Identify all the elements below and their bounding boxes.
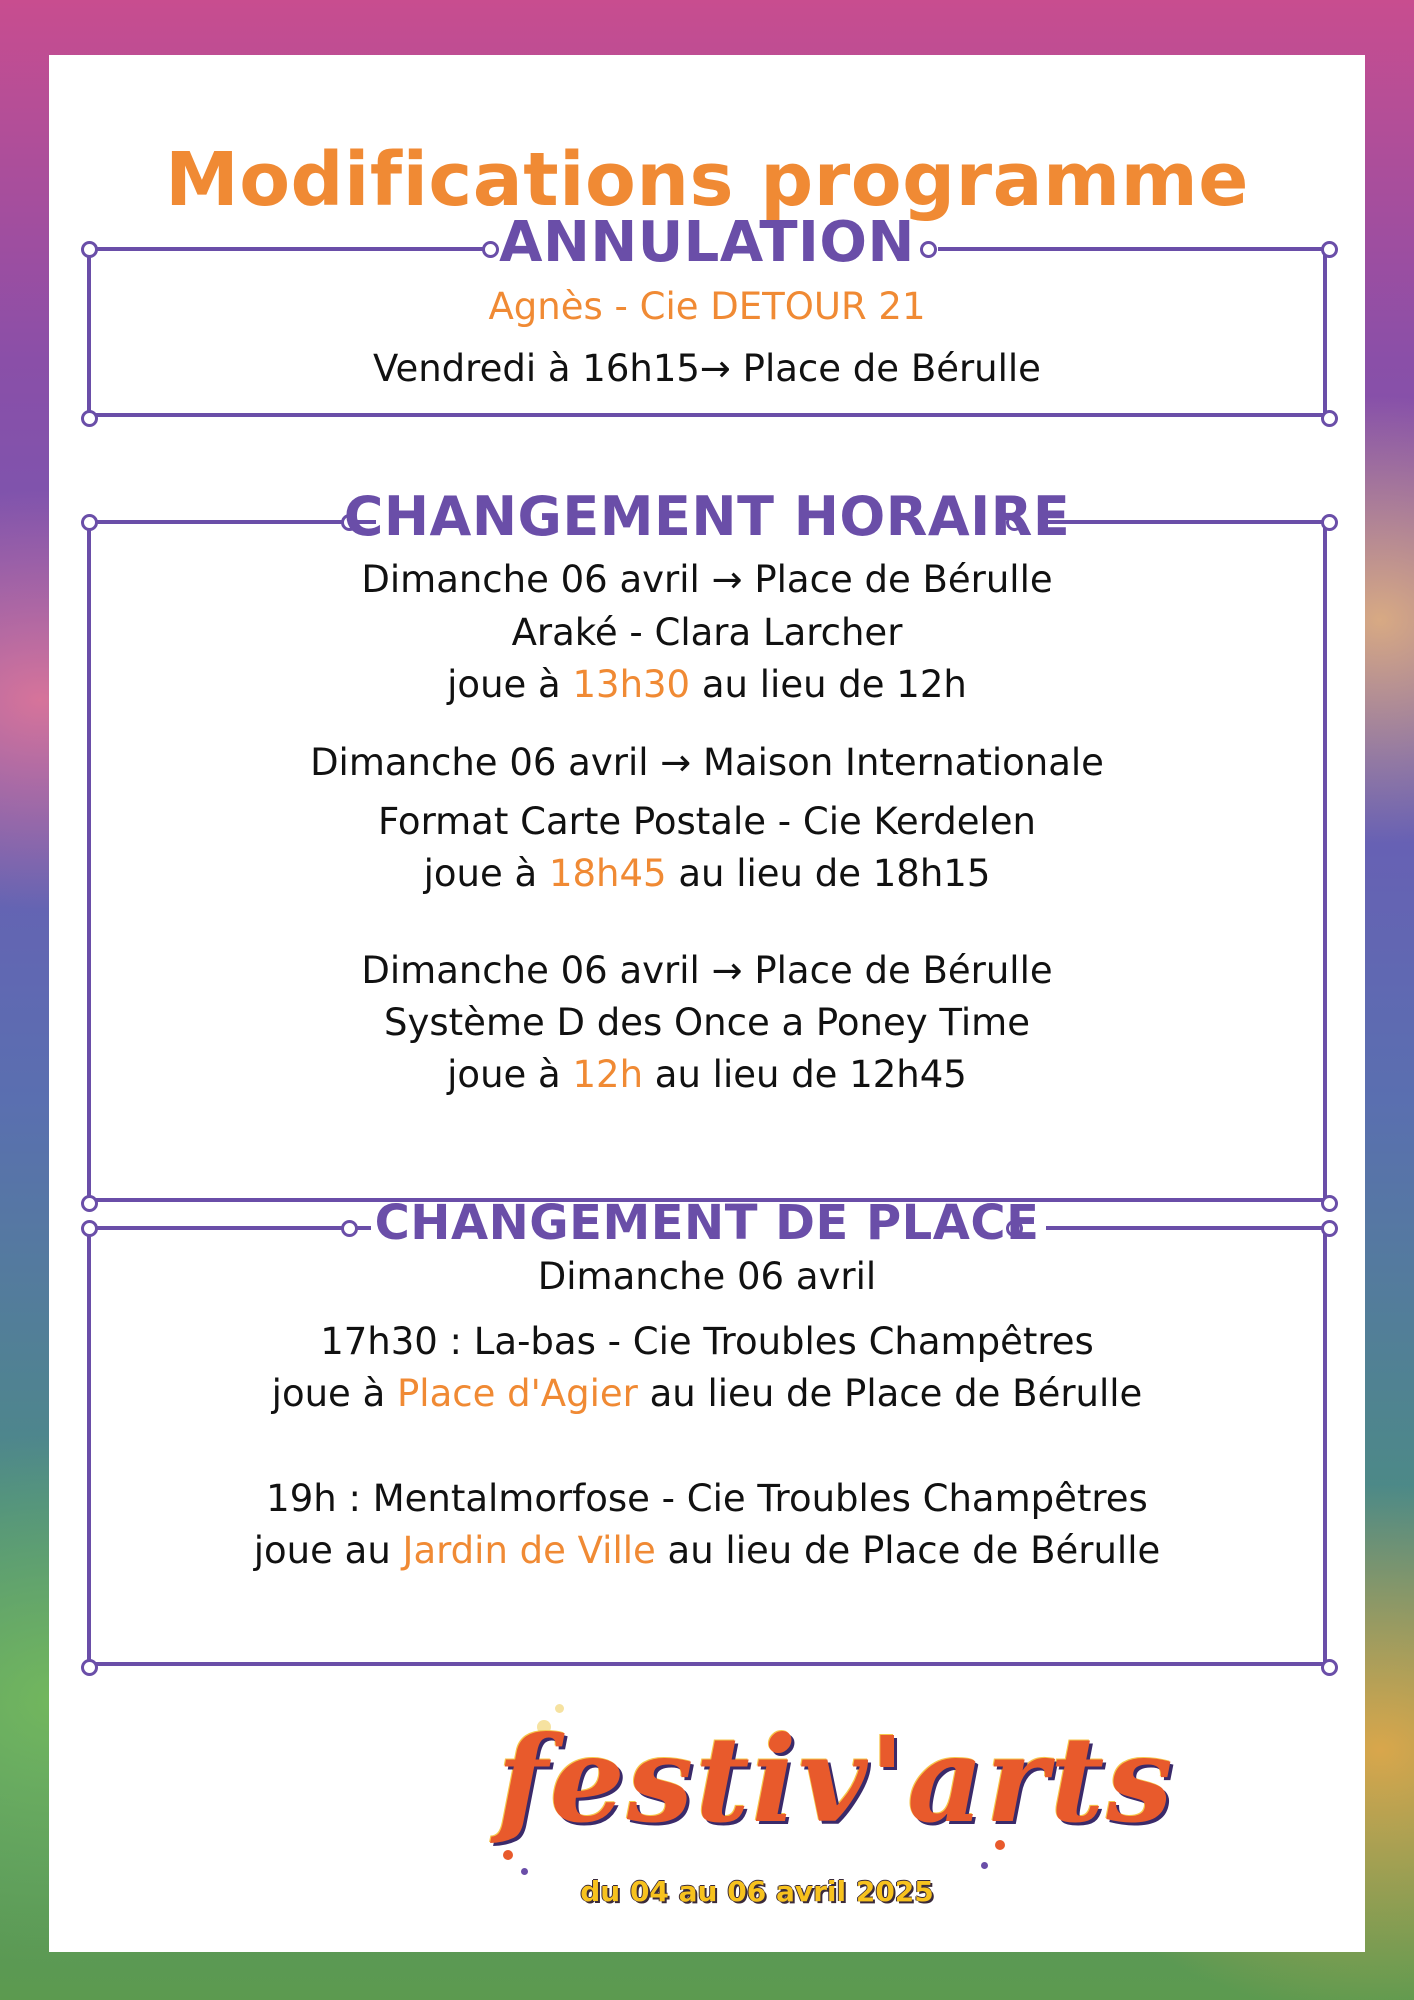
horaire-change — [49, 1053, 1365, 1096]
horaire-post: au lieu de 12h45 — [643, 1053, 967, 1096]
annulation-heading: ANNULATION — [499, 210, 915, 275]
frame-node — [81, 410, 98, 427]
horaire-post: au lieu de 18h15 — [666, 852, 991, 895]
horaire-pre: joue à — [423, 852, 549, 895]
place-pre: joue à — [271, 1372, 397, 1415]
place-heading: CHANGEMENT DE PLACE — [374, 1195, 1040, 1251]
place-post: au lieu de Place de Bérulle — [655, 1529, 1161, 1572]
page-title: Modifications programme — [165, 137, 1249, 223]
place-change — [49, 1529, 1365, 1572]
place-pre: joue au — [253, 1529, 403, 1572]
festival-logo — [497, 1700, 1175, 1980]
logo-name: festiv'arts — [497, 1710, 1175, 1849]
annulation-detail: Vendredi à 16h15→ Place de Bérulle — [373, 347, 1041, 390]
horaire-show: Araké - Clara Larcher — [511, 611, 903, 654]
logo-dates: du 04 au 06 avril 2025 — [580, 1875, 934, 1908]
horaire-heading: CHANGEMENT HORAIRE — [343, 485, 1071, 548]
horaire-where: Dimanche 06 avril → Place de Bérulle — [361, 949, 1053, 992]
annulation-show: Agnès - Cie DETOUR 21 — [488, 285, 926, 328]
horaire-change — [49, 852, 1365, 895]
frame-node — [1321, 1659, 1338, 1676]
horaire-time: 18h45 — [548, 852, 667, 895]
poster-card — [49, 55, 1365, 1952]
place-day: Dimanche 06 avril — [537, 1255, 877, 1298]
horaire-pre: joue à — [447, 663, 573, 706]
place-show: 19h : Mentalmorfose - Cie Troubles Champêtres — [266, 1477, 1148, 1520]
place-show: 17h30 : La-bas - Cie Troubles Champêtres — [320, 1320, 1094, 1363]
horaire-time: 13h30 — [572, 663, 691, 706]
place-venue: Place d'Agier — [397, 1372, 638, 1415]
place-post: au lieu de Place de Bérulle — [637, 1372, 1143, 1415]
frame-node — [1321, 410, 1338, 427]
horaire-pre: joue à — [447, 1053, 573, 1096]
horaire-show: Format Carte Postale - Cie Kerdelen — [377, 800, 1037, 843]
horaire-show: Système D des Once a Poney Time — [384, 1001, 1030, 1044]
place-change — [49, 1372, 1365, 1415]
frame-node — [81, 1659, 98, 1676]
horaire-where: Dimanche 06 avril → Place de Bérulle — [361, 558, 1053, 601]
place-venue: Jardin de Ville — [402, 1529, 656, 1572]
horaire-time: 12h — [572, 1053, 644, 1096]
horaire-where: Dimanche 06 avril → Maison Internationale — [310, 741, 1104, 784]
horaire-change — [49, 663, 1365, 706]
horaire-post: au lieu de 12h — [690, 663, 967, 706]
